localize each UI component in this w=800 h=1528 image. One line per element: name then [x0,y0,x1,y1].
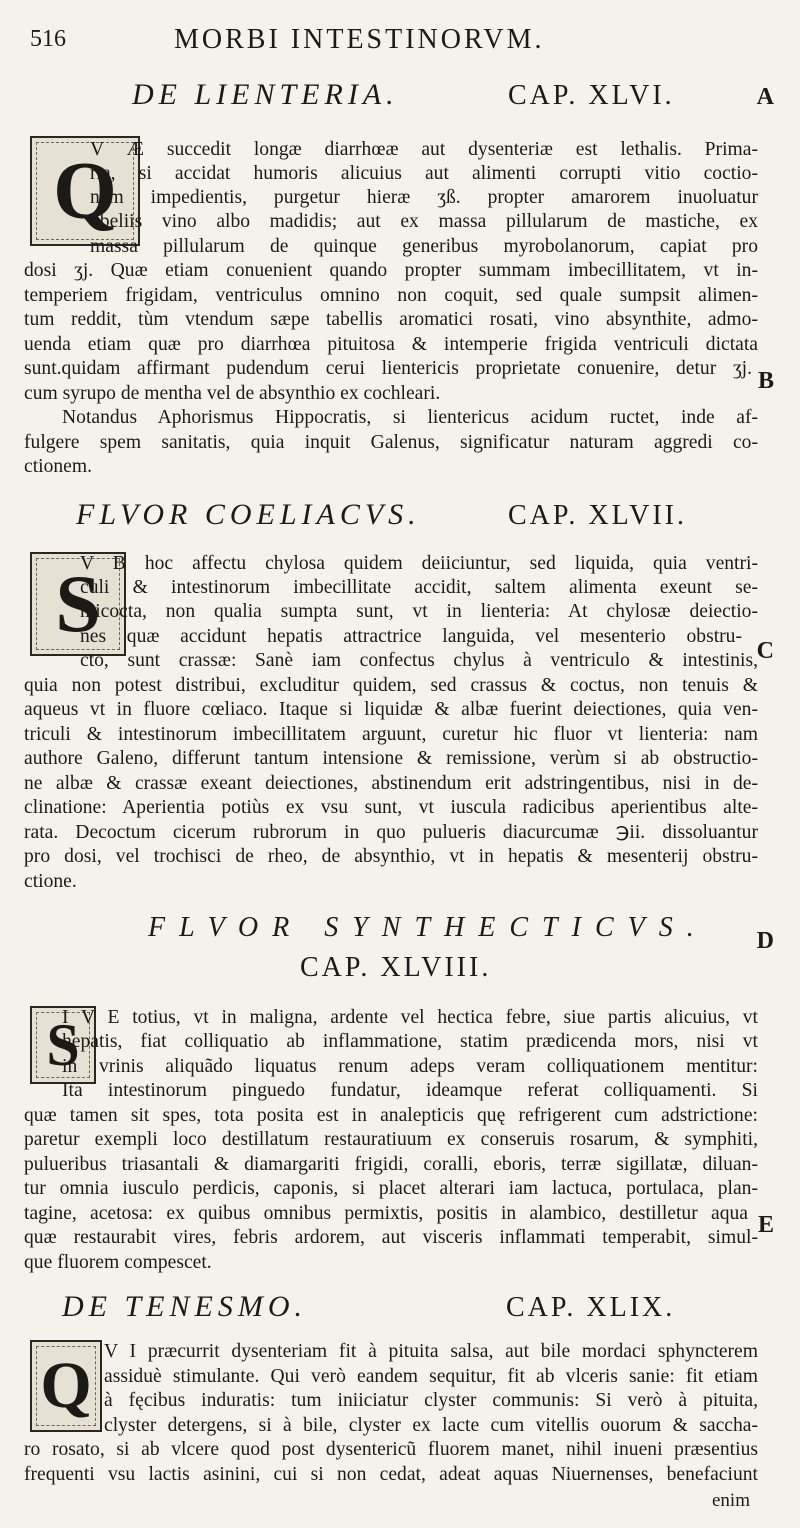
margin-letter-a: A [756,84,774,110]
chapter-number: CAP. XLVI. [508,80,675,111]
section-title: DE TENESMO. [62,1290,307,1323]
text-line: obeliis vino albo madidis; aut ex massa pillularum de mastiche, ex [90,211,758,232]
text-line: quia non potest distribui, excluditur quidem, sed crassus & coctus, non tenuis & [24,675,758,696]
text-line: tur omnia iusculo perdicis, caponis, si placet alterari iam lactuca, portulaca, plan- [24,1178,758,1199]
margin-letter-b: B [757,368,774,394]
initial-letter: Q [53,145,117,236]
text-line: in vrinis aliquãdo liquatus renum adeps veram colliquationem mentitur: [62,1056,758,1077]
text-line: authore Galeno, differunt tantum intensione & remissione, verùm si ab obstructio- [24,748,758,769]
text-line: culi & intestinorum imbecillitate accidit, saltem alimenta exeunt se- [80,577,758,598]
text-line: frequenti vsu lactis asinini, cui si non cedat, adeat aquas Niuernenses, benefaciunt [24,1464,758,1485]
text-line: uenda etiam quæ pro diarrhœa pituitosa & intemperie frigida ventriculi dictata [24,334,758,355]
text-line: pulueribus triasantali & diamargariti frigidi, coralli, eboris, terræ sigillatæ, diluan- [24,1154,758,1175]
text-line: nem impedientis, purgetur hieræ ʒß. propter amarorem inuoluatur [90,187,758,208]
text-line: pro dosi, vel trochisci de rheo, de absynthio, vt in hepatis & mesenterij obstru- [24,846,758,867]
text-line: V I præcurrit dysenteriam fit à pituita salsa, aut bile mordaci sphyncterem [104,1341,758,1362]
text-line: I V E totius, vt in maligna, ardente vel hectica febre, siue partis alicuius, vt [62,1007,758,1028]
text-line: V B hoc affectu chylosa quidem deiiciuntur, sed liquida, quia ventri- [80,553,758,574]
text-line: ria, si accidat humoris alicuius aut alimenti corrupti vitio coctio- [90,163,758,184]
text-line: Ita intestinorum pinguedo fundatur, ideamque referat colliquamenti. Si [62,1080,758,1101]
margin-letter-c: C [756,638,774,664]
text-line: ne albæ & crassæ exeant deiectiones, abstinendum erit adstringentibus, nisi in de- [24,773,758,794]
text-line: aqueus vt in fluore cœliaco. Itaque si liquidæ & albæ fuerint deiectiones, quia ven- [24,699,758,720]
text-line: dosi ʒj. Quæ etiam conuenient quando propter summam imbecillitatem, vt in- [24,260,758,281]
text-line: temperiem frigidam, ventriculus omnino non coquit, sed quale sumpsit alimen- [24,285,758,306]
initial-letter: S [46,1011,80,1078]
text-line: massa pillularum de quinque generibus myrobolanorum, capiat pro [90,236,758,257]
catchword: enim [712,1490,750,1511]
text-line: ro rosato, si ab vlcere quod post dysentericũ fluorem manet, nihil inueni præsentius [24,1439,758,1460]
text-line: clinatione: Aperientia potiùs ex vsu sunt, vt iuscula radicibus aperientibus alte- [24,797,758,818]
text-line: tum reddit, tùm vtendum sæpe tabellis aromatici rosati, vino absynthite, admo- [24,309,758,330]
running-title: MORBI INTESTINORVM. [174,24,545,55]
section-title: DE LIENTERIA. [132,78,399,111]
margin-letter-d: D [756,928,774,954]
chapter-number: CAP. XLVIII. [300,952,492,983]
text-line: hepatis, fiat colliquatio ab inflammatione, statim prædicenda mors, nisi vt [62,1031,758,1052]
text-line: à fęcibus induratis: tum iniiciatur clyster communis: Si verò à pituita, [104,1390,758,1411]
ornamental-initial [30,1340,102,1432]
text-line: quæ tamen sit spes, tota posita est in analepticis quę refrigerent cum adstrictione: [24,1105,758,1126]
text-line: cto, sunt crassæ: Sanè iam confectus chylus à ventriculo & intestinis, [80,650,758,671]
text-line: nes quæ accidunt hepatis attractrice languida, vel mesenterio obstru- [80,626,742,647]
text-line: fulgere spem sanitatis, quia inquit Galenus, significatur naturam aggredi co- [24,432,758,453]
text-line: clyster detergens, si à bile, clyster ex lacte cum vitellis ouorum & saccha- [104,1415,758,1436]
text-line: rata. Decoctum cicerum rubrorum in quo pulueris diacurcumæ ℈ii. dissoluantur [24,822,758,843]
initial-letter: S [55,558,101,649]
text-line: cum syrupo de mentha vel de absynthio ex cochleari. [24,383,441,404]
text-line: ctione. [24,871,77,892]
text-line: micocta, non qualia sumpta sunt, vt in lienteria: At chylosæ deiectio- [80,601,758,622]
chapter-number: CAP. XLIX. [506,1292,676,1323]
text-line: tagine, acetosa: ex quibus omnibus permixtis, positis in alambico, destilletur aqua [24,1203,748,1224]
text-line: paretur exempli loco destillatum restauratiuum ex conseruis rosarum, & symphiti, [24,1129,758,1150]
chapter-number: CAP. XLVII. [508,500,687,531]
text-line: que fluorem compescet. [24,1252,212,1273]
section-title: FLVOR SYNTHECTICVS. [148,912,708,943]
text-line: assiduè stimulante. Qui verò eandem sequitur, fit ab vlceris sanie: fit etiam [104,1366,758,1387]
running-head [24,18,710,58]
text-line: quæ restaurabit vires, febris ardorem, aut visceris inflammati temperabit, simul- [24,1227,758,1248]
text-line: sunt.quidam affirmant pudendum cerui lientericis proprietate conuenire, detur ʒj. [24,358,752,379]
initial-letter: Q [40,1349,92,1422]
text-line: triculi & intestinorum imbecillitatem arguunt, curetur hic fluor vt lienteria: nam [24,724,758,745]
text-line: Notandus Aphorismus Hippocratis, si lientericus acidum ructet, inde af- [62,407,758,428]
page-number: 516 [30,26,66,52]
section-title: FLVOR COELIACVS. [76,498,421,531]
text-line: ctionem. [24,456,93,477]
text-line: V Æ succedit longæ diarrhœæ aut dysenteriæ est lethalis. Prima- [90,139,758,160]
margin-letter-e: E [757,1212,774,1238]
